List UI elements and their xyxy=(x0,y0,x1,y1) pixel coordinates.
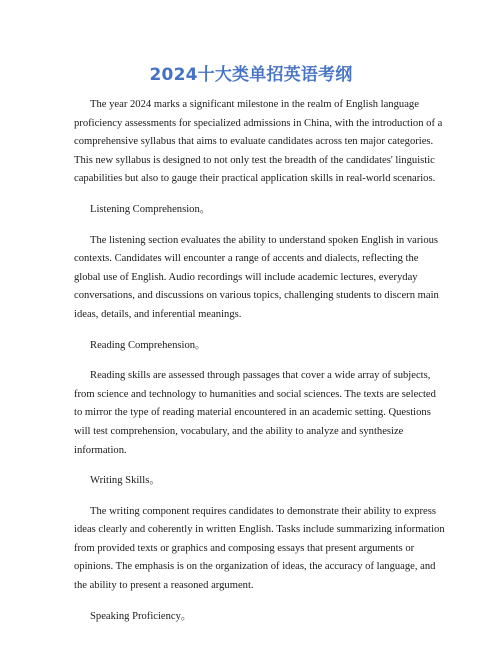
section-heading-writing: Writing Skills。 xyxy=(90,475,160,487)
listening-paragraph: The listening section evaluates the ability to understand spoken English in various contexts. Candidates will encounter a range of accents and dialects, reflecting the global use of English. Audio recordings will include academic lectures, everyday conversations, and discussions on various topics, challenging students to discern main ideas, details, and inferential meanings. xyxy=(74,234,439,320)
document-body xyxy=(74,96,446,638)
intro-paragraph: The year 2024 marks a significant milestone in the realm of English language proficiency assessments for specialized admissions in China, with the introduction of a comprehensive syllabus that aims to evaluate candidates across ten major categories. This new syllabus is designed to not only test the breadth of the candidates' linguistic capabilities but also to gauge their practical application skills in real-world scenarios. xyxy=(74,99,443,185)
document-title: 2024十大类单招英语考纲 xyxy=(149,65,353,85)
section-heading-speaking: Speaking Proficiency。 xyxy=(90,610,192,622)
section-heading-reading: Reading Comprehension。 xyxy=(90,339,206,351)
section-heading-listening: Listening Comprehension。 xyxy=(90,203,211,215)
writing-paragraph: The writing component requires candidates to demonstrate their ability to express ideas clearly and coherently in written English. Tasks include summarizing information from provided texts or graphics and composing essays that present arguments or opinions. The emphasis is on the organization of ideas, the accuracy of language, and the ability to present a reasoned argument. xyxy=(74,505,445,592)
reading-paragraph: Reading skills are assessed through passages that cover a wide array of subjects, from science and technology to humanities and social sciences. The texts are selected to mirror the type of reading material encountered in an academic setting. Questions will test comprehension, vocabulary, and the ability to analyze and synthesize information. xyxy=(74,370,436,456)
